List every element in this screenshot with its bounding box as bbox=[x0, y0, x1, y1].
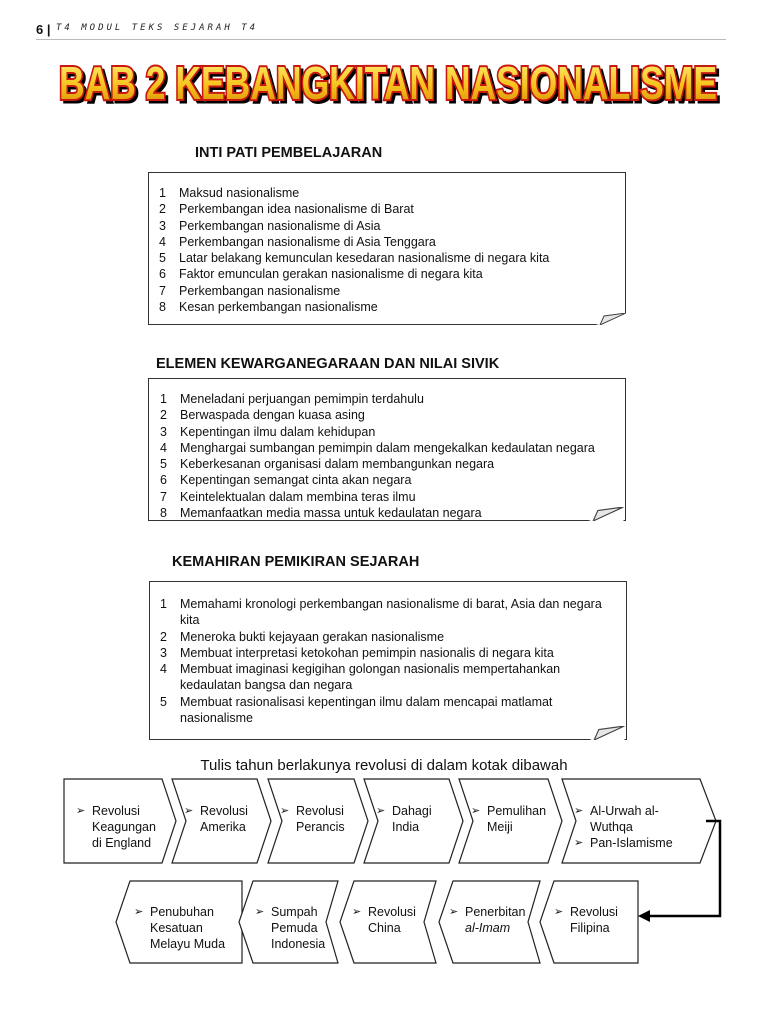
running-title: T4 MODUL TEKS SEJARAH T4 bbox=[56, 23, 259, 33]
list-item: 8 Kesan perkembangan nasionalisme bbox=[159, 300, 378, 315]
section-title-inti-pati: INTI PATI PEMBELAJARAN bbox=[195, 145, 383, 161]
list-item: 6 Faktor emunculan gerakan nasionalisme di negara kita bbox=[159, 267, 483, 282]
list-item: 4 Membuat imaginasi kegigihan golongan nasionalis mempertahankan kedaulatan bangsa dan negara bbox=[160, 662, 561, 693]
arrowhead-left-icon bbox=[638, 910, 650, 922]
timeline-label: ➢ Revolusi Amerika bbox=[184, 804, 248, 834]
timeline-label: ➢ Revolusi Perancis bbox=[280, 804, 345, 834]
chapter-title-text: BAB 2 KEBANGKITAN NASIONALISME bbox=[59, 57, 717, 109]
timeline-label: ➢ Penerbitan al-Imam bbox=[449, 905, 526, 935]
timeline-label: ➢ Revolusi China bbox=[352, 905, 416, 935]
chapter-title-shadow: BAB 2 KEBANGKITAN NASIONALISME bbox=[62, 60, 720, 112]
timeline-label: ➢ Revolusi Keagungan di England bbox=[76, 804, 156, 850]
timeline-label: ➢ Penubuhan Kesatuan Melayu Muda bbox=[134, 905, 226, 951]
list-item: 7 Perkembangan nasionalisme bbox=[159, 283, 341, 298]
section-title-elemen: ELEMEN KEWARGANEGARAAN DAN NILAI SIVIK bbox=[156, 356, 500, 372]
list-item: 3 Perkembangan nasionalisme di Asia bbox=[159, 218, 381, 233]
list-item: 2 Perkembangan idea nasionalisme di Barat bbox=[159, 202, 414, 217]
list-item: 1 Maksud nasionalisme bbox=[159, 186, 300, 200]
timeline-instruction: Tulis tahun berlakunya revolusi di dalam kotak dibawah bbox=[200, 757, 568, 774]
timeline-label: ➢ Al-Urwah al- Wuthqa ➢ Pan-Islamisme bbox=[574, 804, 673, 850]
list-item: 6 Kepentingan semangat cinta akan negara bbox=[160, 473, 412, 488]
list-item: 5 Membuat rasionalisasi kepentingan ilmu dalam mencapai matlamat nasionalisme bbox=[160, 694, 553, 726]
list-item: 5 Keberkesanan organisasi dalam membangunkan negara bbox=[160, 457, 495, 472]
list-item: 4 Menghargai sumbangan pemimpin dalam mengekalkan kedaulatan negara bbox=[160, 440, 595, 455]
list-item: 2 Berwaspada dengan kuasa asing bbox=[160, 408, 365, 423]
list-item: 8 Memanfaatkan media massa untuk kedaulatan negara bbox=[160, 506, 482, 521]
list-item: 3 Membuat interpretasi ketokohan pemimpin nasionalis di negara kita bbox=[160, 645, 554, 660]
chapter-title-outline: BAB 2 KEBANGKITAN NASIONALISME bbox=[59, 57, 717, 109]
timeline-label: ➢ Sumpah Pemuda Indonesia bbox=[255, 905, 326, 951]
page-number: 6 | bbox=[36, 22, 51, 37]
list-item: 5 Latar belakang kemunculan kesedaran nasionalisme di negara kita bbox=[159, 251, 550, 266]
section-title-kemahiran: KEMAHIRAN PEMIKIRAN SEJARAH bbox=[172, 554, 420, 570]
list-item: 2 Meneroka bukti kejayaan gerakan nasionalisme bbox=[160, 629, 445, 644]
list-item: 7 Keintelektualan dalam membina teras ilmu bbox=[160, 489, 416, 504]
list-item: 1 Meneladani perjuangan pemimpin terdahulu bbox=[160, 392, 424, 406]
timeline-label: ➢ Pemulihan Meiji bbox=[471, 804, 547, 834]
timeline-label: ➢ Dahagi India bbox=[376, 804, 432, 834]
timeline-label: ➢ Revolusi Filipina bbox=[554, 905, 618, 935]
list-item: 3 Kepentingan ilmu dalam kehidupan bbox=[160, 424, 376, 439]
list-item: 1 Memahami kronologi perkembangan nasionalisme di barat, Asia dan negara kita bbox=[160, 597, 602, 628]
list-item: 4 Perkembangan nasionalisme di Asia Tenggara bbox=[159, 234, 436, 249]
